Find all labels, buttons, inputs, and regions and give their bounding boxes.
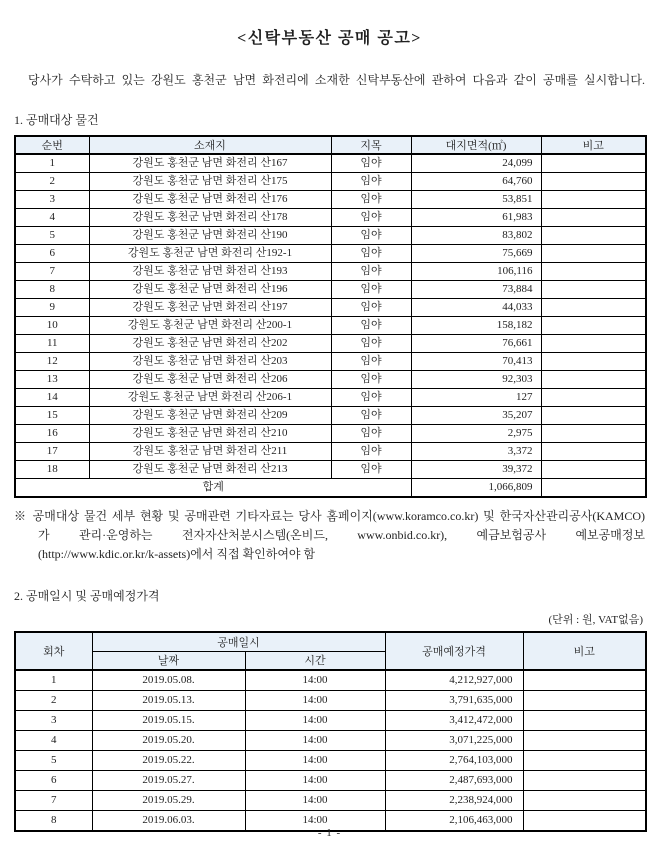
cell-no: 6: [15, 245, 89, 263]
footnote-1-line-3: (http://www.kdic.or.kr/k-assets)에서 직접 확인하여야 함: [38, 547, 316, 561]
cell-location: 강원도 홍천군 남면 화전리 산175: [89, 173, 331, 191]
page-title: <신탁부동산 공매 공고>: [237, 30, 422, 47]
cell-time: 14:00: [245, 811, 385, 832]
cell-category: 임야: [331, 317, 411, 335]
cell-location: 강원도 홍천군 남면 화전리 산196: [89, 281, 331, 299]
cell-round: 7: [15, 791, 92, 811]
cell-location: 강원도 홍천군 남면 화전리 산206: [89, 371, 331, 389]
cell-no: 1: [15, 154, 89, 173]
cell-price: 2,487,693,000: [385, 771, 523, 791]
cell-category: 임야: [331, 461, 411, 479]
table-row: [15, 751, 646, 771]
table-row: [15, 353, 646, 371]
table-row: [15, 425, 646, 443]
cell-location: 강원도 홍천군 남면 화전리 산190: [89, 227, 331, 245]
cell-date: 2019.06.03.: [92, 811, 245, 832]
cell-note: [541, 173, 646, 191]
cell-price: 4,212,927,000: [385, 670, 523, 691]
cell-time: 14:00: [245, 711, 385, 731]
cell-category: 임야: [331, 154, 411, 173]
table-row: [15, 154, 646, 173]
cell-note: [541, 263, 646, 281]
cell-category: 임야: [331, 173, 411, 191]
cell-location: 강원도 홍천군 남면 화전리 산210: [89, 425, 331, 443]
table-row: [15, 299, 646, 317]
cell-area: 35,207: [411, 407, 541, 425]
cell-time: 14:00: [245, 731, 385, 751]
total-area: 1,066,809: [411, 479, 541, 498]
cell-date: 2019.05.08.: [92, 670, 245, 691]
cell-category: 임야: [331, 299, 411, 317]
cell-note: [541, 461, 646, 479]
assets-table-footer: [15, 479, 646, 498]
schedule-table-body: [15, 670, 646, 831]
cell-no: 15: [15, 407, 89, 425]
header-row: [15, 136, 646, 154]
table-row: [15, 191, 646, 209]
cell-location: 강원도 홍천군 남면 화전리 산209: [89, 407, 331, 425]
cell-no: 14: [15, 389, 89, 407]
cell-location: 강원도 홍천군 남면 화전리 산167: [89, 154, 331, 173]
cell-location: 강원도 홍천군 남면 화전리 산176: [89, 191, 331, 209]
cell-time: 14:00: [245, 791, 385, 811]
cell-category: 임야: [331, 281, 411, 299]
cell-price: 3,071,225,000: [385, 731, 523, 751]
col-header-round: 회차: [15, 632, 92, 670]
col-header-area: 대지면적(㎡): [411, 136, 541, 154]
table-row: [15, 670, 646, 691]
cell-location: 강원도 홍천군 남면 화전리 산202: [89, 335, 331, 353]
assets-table: [14, 135, 647, 498]
cell-date: 2019.05.20.: [92, 731, 245, 751]
cell-category: 임야: [331, 389, 411, 407]
cell-no: 17: [15, 443, 89, 461]
cell-area: 158,182: [411, 317, 541, 335]
cell-no: 2: [15, 173, 89, 191]
cell-area: 127: [411, 389, 541, 407]
cell-location: 강원도 홍천군 남면 화전리 산193: [89, 263, 331, 281]
cell-category: 임야: [331, 335, 411, 353]
schedule-table: [14, 631, 647, 832]
cell-area: 75,669: [411, 245, 541, 263]
footnote-1-line-2: 가 관리·운영하는 전자자산처분시스템(온비드, www.onbid.co.kr), 예금보험공사 예보공매정보: [38, 528, 645, 542]
cell-category: 임야: [331, 425, 411, 443]
col-header-category: 지목: [331, 136, 411, 154]
cell-no: 4: [15, 209, 89, 227]
cell-note: [541, 209, 646, 227]
table-row: [15, 691, 646, 711]
cell-round: 2: [15, 691, 92, 711]
cell-area: 2,975: [411, 425, 541, 443]
cell-note: [541, 227, 646, 245]
cell-area: 44,033: [411, 299, 541, 317]
intro-text: 당사가 수탁하고 있는 강원도 홍천군 남면 화전리에 소재한 신탁부동산에 관하여 다음과 같이 공매를 실시합니다.: [28, 73, 645, 87]
cell-area: 24,099: [411, 154, 541, 173]
cell-area: 83,802: [411, 227, 541, 245]
table-row: [15, 771, 646, 791]
cell-no: 18: [15, 461, 89, 479]
cell-area: 61,983: [411, 209, 541, 227]
cell-location: 강원도 홍천군 남면 화전리 산206-1: [89, 389, 331, 407]
cell-location: 강원도 홍천군 남면 화전리 산192-1: [89, 245, 331, 263]
col-header-note: 비고: [541, 136, 646, 154]
col-header-note2: 비고: [523, 632, 646, 670]
cell-note: [523, 751, 646, 771]
cell-category: 임야: [331, 227, 411, 245]
col-header-location: 소재지: [89, 136, 331, 154]
col-header-price: 공매예정가격: [385, 632, 523, 670]
cell-no: 9: [15, 299, 89, 317]
table-row: [15, 407, 646, 425]
table-row: [15, 263, 646, 281]
cell-round: 3: [15, 711, 92, 731]
table-row: [15, 209, 646, 227]
footnote-1-line-1: ※ 공매대상 물건 세부 현황 및 공매관련 기타자료는 당사 홈페이지(www.koramco.co.kr) 및 한국자산관리공사(KAMCO): [14, 509, 645, 523]
header-row-top: [15, 632, 646, 651]
cell-time: 14:00: [245, 771, 385, 791]
cell-area: 64,760: [411, 173, 541, 191]
cell-time: 14:00: [245, 751, 385, 771]
cell-location: 강원도 홍천군 남면 화전리 산197: [89, 299, 331, 317]
cell-date: 2019.05.29.: [92, 791, 245, 811]
cell-note: [541, 353, 646, 371]
table-row: [15, 461, 646, 479]
cell-area: 3,372: [411, 443, 541, 461]
section-1-heading: 1. 공매대상 물건: [14, 113, 99, 127]
cell-note: [523, 691, 646, 711]
section-2-heading: 2. 공매일시 및 공매예정가격: [14, 589, 160, 603]
cell-no: 16: [15, 425, 89, 443]
cell-note: [541, 407, 646, 425]
cell-note: [541, 191, 646, 209]
cell-category: 임야: [331, 245, 411, 263]
cell-date: 2019.05.22.: [92, 751, 245, 771]
cell-area: 76,661: [411, 335, 541, 353]
table-row: [15, 245, 646, 263]
cell-no: 12: [15, 353, 89, 371]
cell-area: 70,413: [411, 353, 541, 371]
cell-category: 임야: [331, 407, 411, 425]
cell-price: 2,238,924,000: [385, 791, 523, 811]
cell-no: 10: [15, 317, 89, 335]
cell-no: 13: [15, 371, 89, 389]
cell-round: 1: [15, 670, 92, 691]
table-row: [15, 711, 646, 731]
cell-date: 2019.05.15.: [92, 711, 245, 731]
table-row: [15, 173, 646, 191]
cell-note: [523, 771, 646, 791]
col-header-date: 날짜: [92, 651, 245, 670]
cell-price: 2,764,103,000: [385, 751, 523, 771]
assets-table-header: [15, 136, 646, 154]
cell-note: [541, 425, 646, 443]
cell-no: 7: [15, 263, 89, 281]
table-row: [15, 731, 646, 751]
cell-note: [541, 299, 646, 317]
table-row: [15, 227, 646, 245]
cell-time: 14:00: [245, 670, 385, 691]
total-row: [15, 479, 646, 498]
cell-note: [541, 371, 646, 389]
cell-location: 강원도 홍천군 남면 화전리 산178: [89, 209, 331, 227]
table-row: [15, 389, 646, 407]
table-row: [15, 335, 646, 353]
cell-area: 53,851: [411, 191, 541, 209]
cell-area: 106,116: [411, 263, 541, 281]
cell-location: 강원도 홍천군 남면 화전리 산211: [89, 443, 331, 461]
table-row: [15, 281, 646, 299]
table-row: [15, 791, 646, 811]
cell-time: 14:00: [245, 691, 385, 711]
cell-note: [523, 711, 646, 731]
cell-round: 4: [15, 731, 92, 751]
col-header-datetime: 공매일시: [92, 632, 385, 651]
cell-round: 6: [15, 771, 92, 791]
cell-date: 2019.05.13.: [92, 691, 245, 711]
cell-note: [541, 317, 646, 335]
cell-category: 임야: [331, 443, 411, 461]
cell-date: 2019.05.27.: [92, 771, 245, 791]
unit-note: (단위 : 원, VAT없음): [548, 614, 643, 626]
footnote-1: [14, 507, 645, 564]
cell-category: 임야: [331, 353, 411, 371]
cell-round: 8: [15, 811, 92, 832]
cell-price: 2,106,463,000: [385, 811, 523, 832]
cell-note: [541, 389, 646, 407]
page-number: - 1 -: [317, 827, 342, 839]
cell-note: [523, 731, 646, 751]
cell-note: [541, 245, 646, 263]
schedule-table-header: [15, 632, 646, 670]
cell-no: 5: [15, 227, 89, 245]
cell-location: 강원도 홍천군 남면 화전리 산200-1: [89, 317, 331, 335]
cell-location: 강원도 홍천군 남면 화전리 산213: [89, 461, 331, 479]
cell-price: 3,791,635,000: [385, 691, 523, 711]
table-row: [15, 371, 646, 389]
total-label: 합계: [15, 479, 411, 498]
cell-no: 8: [15, 281, 89, 299]
table-row: [15, 443, 646, 461]
cell-note: [523, 670, 646, 691]
cell-no: 3: [15, 191, 89, 209]
cell-location: 강원도 홍천군 남면 화전리 산203: [89, 353, 331, 371]
col-header-no: 순번: [15, 136, 89, 154]
cell-round: 5: [15, 751, 92, 771]
cell-area: 39,372: [411, 461, 541, 479]
cell-note: [523, 791, 646, 811]
col-header-time: 시간: [245, 651, 385, 670]
cell-category: 임야: [331, 191, 411, 209]
cell-category: 임야: [331, 263, 411, 281]
table-row: [15, 317, 646, 335]
total-note: [541, 479, 646, 498]
cell-note: [541, 335, 646, 353]
assets-table-body: [15, 154, 646, 479]
cell-category: 임야: [331, 371, 411, 389]
cell-note: [541, 281, 646, 299]
cell-area: 73,884: [411, 281, 541, 299]
cell-note: [541, 154, 646, 173]
cell-area: 92,303: [411, 371, 541, 389]
cell-note: [541, 443, 646, 461]
cell-category: 임야: [331, 209, 411, 227]
cell-no: 11: [15, 335, 89, 353]
cell-price: 3,412,472,000: [385, 711, 523, 731]
